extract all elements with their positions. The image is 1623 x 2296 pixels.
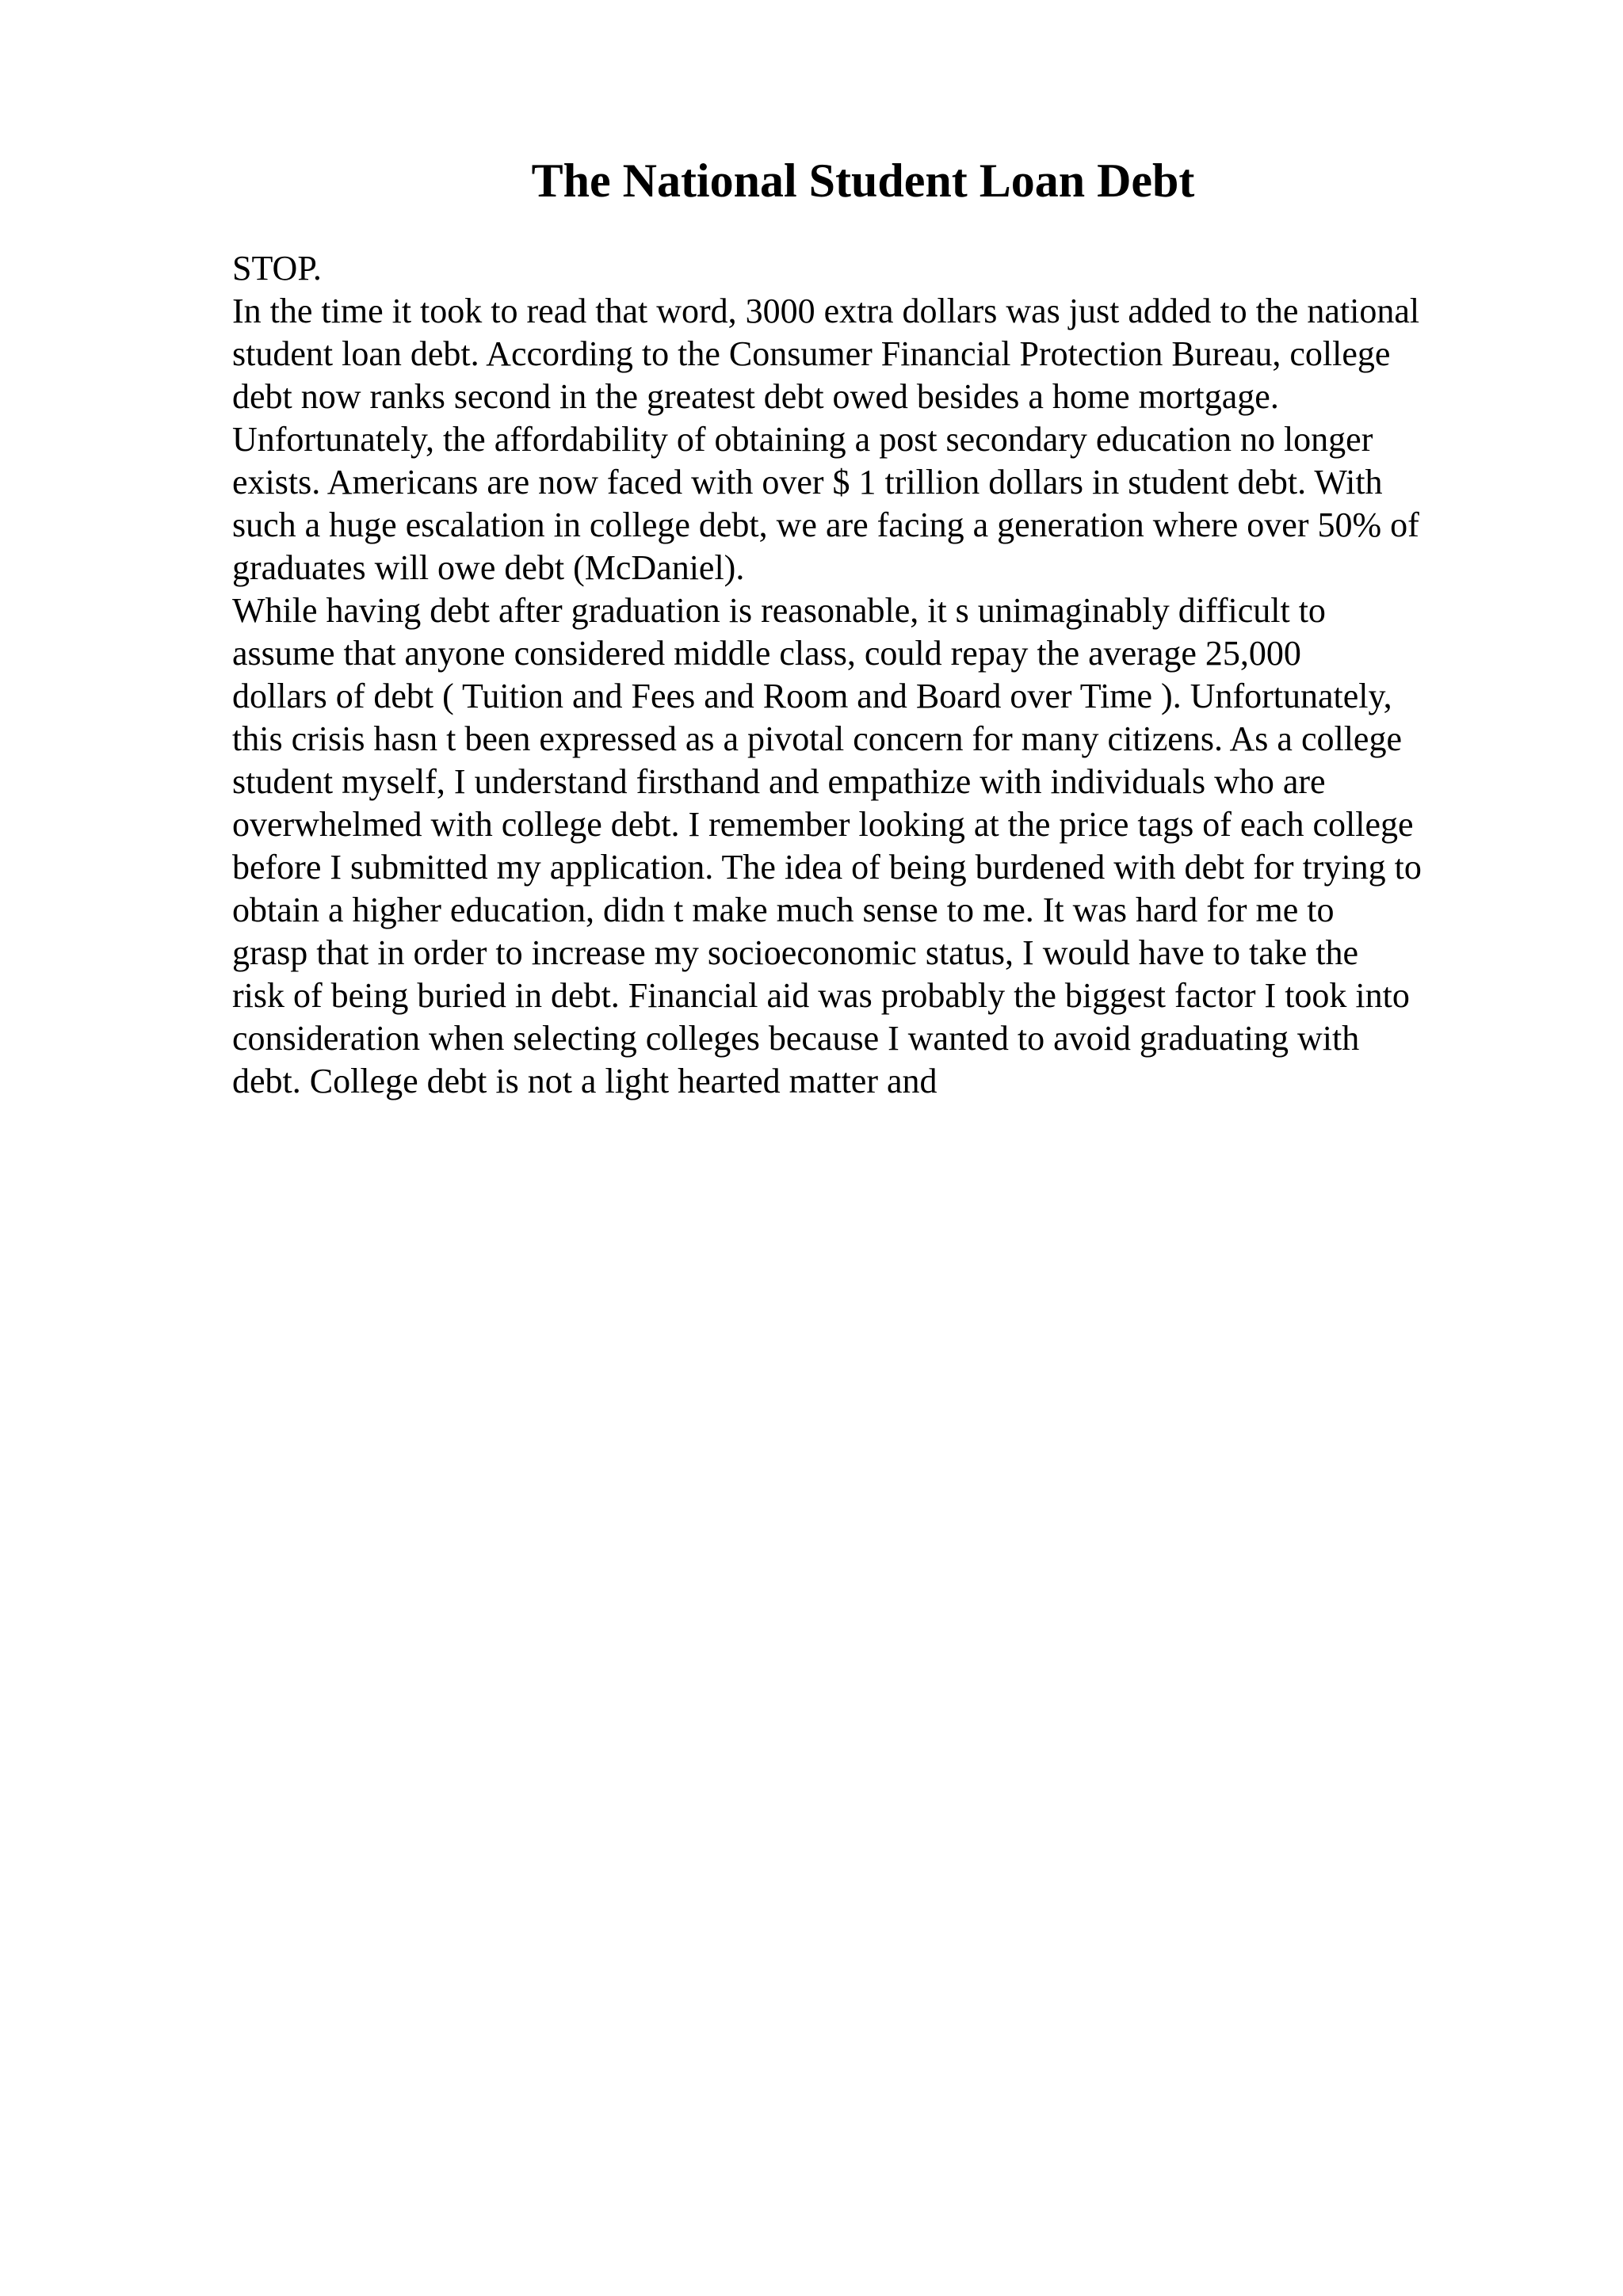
body-line: consideration when selecting colleges because I wanted to avoid graduating with bbox=[232, 1019, 1360, 1058]
body-line: such a huge escalation in college debt, we are facing a generation where over 50% of bbox=[232, 505, 1419, 544]
document-body bbox=[232, 247, 1579, 1103]
body-line: obtain a higher education, didn t make much sense to me. It was hard for me to bbox=[232, 891, 1335, 929]
body-line: exists. Americans are now faced with over $ 1 trillion dollars in student debt. With bbox=[232, 463, 1383, 502]
body-line: risk of being buried in debt. Financial aid was probably the biggest factor I took into bbox=[232, 976, 1410, 1015]
body-line: graduates will owe debt (McDaniel). bbox=[232, 548, 745, 587]
body-line: Unfortunately, the affordability of obtaining a post secondary education no longer bbox=[232, 420, 1373, 459]
body-line: student loan debt. According to the Consumer Financial Protection Bureau, college bbox=[232, 334, 1391, 373]
body-line: before I submitted my application. The idea of being burdened with debt for trying to bbox=[232, 848, 1422, 887]
body-line: overwhelmed with college debt. I remember looking at the price tags of each college bbox=[232, 805, 1414, 844]
body-line: debt now ranks second in the greatest debt owed besides a home mortgage. bbox=[232, 377, 1279, 416]
body-line: In the time it took to read that word, 3000 extra dollars was just added to the national bbox=[232, 292, 1420, 330]
body-line: grasp that in order to increase my socioeconomic status, I would have to take the bbox=[232, 933, 1359, 972]
document-title: The National Student Loan Debt bbox=[531, 154, 1195, 207]
body-line: this crisis hasn t been expressed as a pivotal concern for many citizens. As a college bbox=[232, 719, 1402, 758]
body-line: STOP. bbox=[232, 249, 322, 288]
body-line: student myself, I understand firsthand and empathize with individuals who are bbox=[232, 762, 1326, 801]
body-line: While having debt after graduation is reasonable, it s unimaginably difficult to bbox=[232, 591, 1326, 630]
body-line: assume that anyone considered middle class, could repay the average 25,000 bbox=[232, 634, 1301, 673]
body-line: dollars of debt ( Tuition and Fees and Room and Board over Time ). Unfortunately, bbox=[232, 677, 1392, 715]
body-line: debt. College debt is not a light hearted matter and bbox=[232, 1062, 938, 1100]
